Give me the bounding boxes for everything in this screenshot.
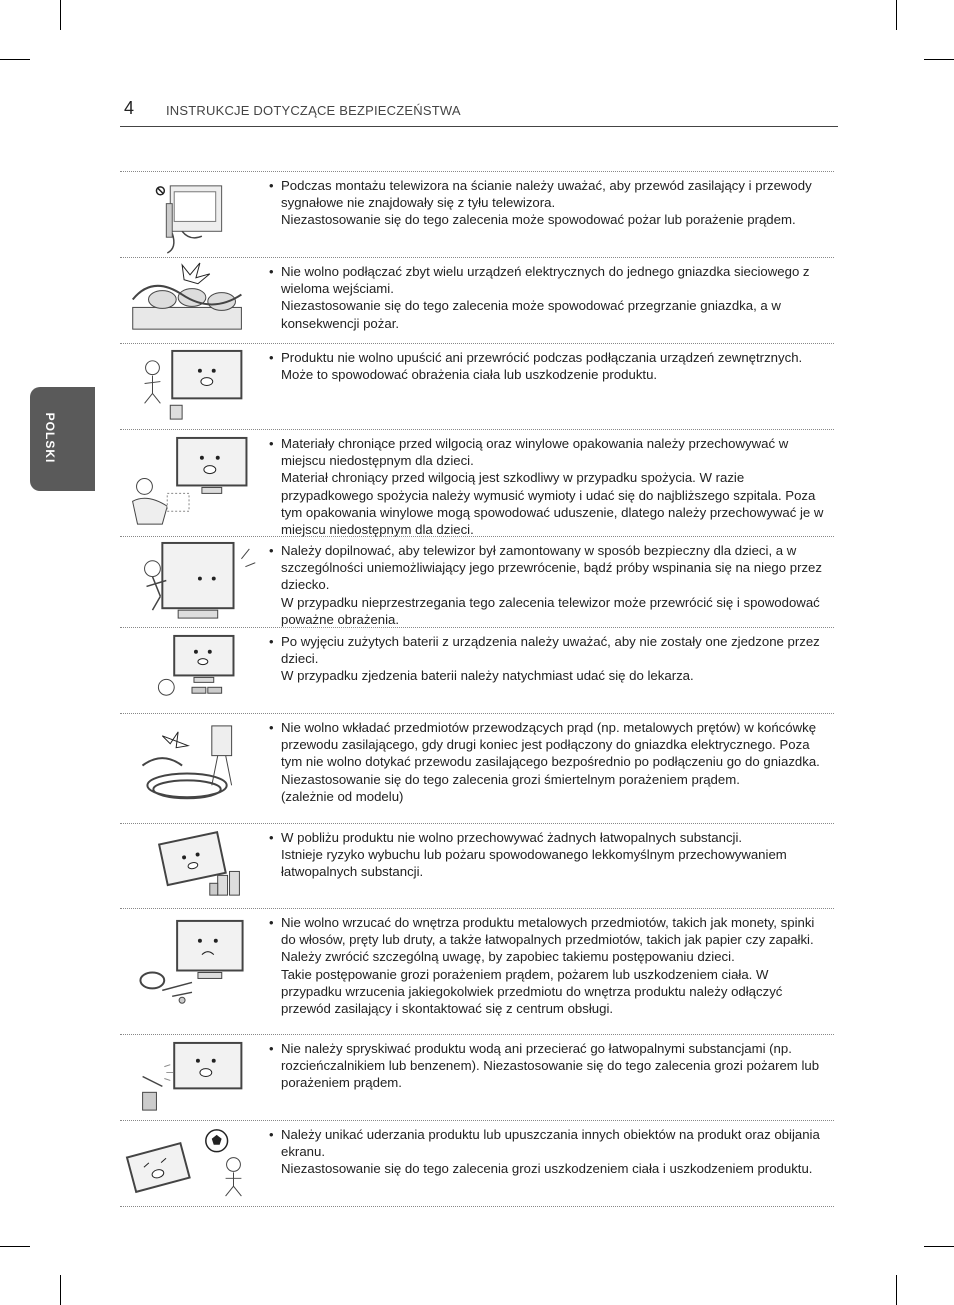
item-text: [281, 542, 826, 628]
safety-item: [120, 1121, 834, 1207]
bullet: •: [269, 436, 274, 451]
safety-item: [120, 628, 834, 714]
page-title: INSTRUKCJE DOTYCZĄCE BEZPIECZEŃSTWA: [166, 103, 461, 118]
crop-mark: [0, 1246, 30, 1247]
bullet: •: [269, 634, 274, 649]
item-line: Nie należy spryskiwać produktu wodą ani przecierać go łatwopalnymi substancjami (np. rozcieńczalnikiem lub benzenem). Niezastosowanie się do tego zalecenia grozi pożarem lub porażeniem prądem.: [281, 1041, 820, 1091]
page-number: 4: [124, 98, 135, 118]
item-line: Nie wolno wkładać przedmiotów przewodzących prąd (np. metalowych prętów) w końcówkę przewodu zasilającego, gdy drugi koniec jest podłączony do gniazdka elektrycznego. Poza tym nie wolno dotykać przewodu zasilającego bezpośrednio po podłączeniu go do gniazdka.: [281, 720, 820, 770]
bullet: •: [269, 1127, 274, 1142]
bullet: •: [269, 830, 274, 845]
item-line: W przypadku zjedzenia baterii należy natychmiast udać się do lekarza.: [281, 668, 694, 684]
crop-mark: [0, 59, 30, 60]
crop-mark: [60, 1275, 61, 1305]
item-text: [281, 1040, 826, 1092]
crop-mark: [896, 0, 897, 30]
item-line: Niezastosowanie się do tego zalecenia może spowodować pożar lub porażenie prądem.: [281, 212, 796, 228]
safety-item: [120, 430, 834, 537]
bullet: •: [269, 178, 274, 193]
tv-tipping-child-icon: [122, 346, 262, 427]
safety-item: [120, 909, 834, 1035]
item-text: [281, 829, 826, 881]
flammable-substances-icon: [122, 826, 262, 906]
item-text: [281, 349, 826, 383]
power-cord-shock-icon: [122, 716, 262, 821]
bullet: •: [269, 915, 274, 930]
bullet: •: [269, 350, 274, 365]
safety-item: [120, 344, 834, 430]
item-line: Materiały chroniące przed wilgocią oraz winylowe opakowania należy przechowywać w miejscu niedostępnym dla dzieci.: [281, 436, 789, 469]
metal-objects-tv-icon: [122, 911, 262, 1032]
header-divider: [120, 126, 838, 127]
item-line: Niezastosowanie się do tego zalecenia grozi śmiertelnym porażeniem prądem.: [281, 771, 740, 787]
bullet: •: [269, 264, 274, 279]
safety-list: [120, 171, 834, 1207]
plastic-bag-child-icon: [122, 432, 262, 534]
spray-water-tv-icon: [122, 1037, 262, 1118]
item-line: Takie postępowanie grozi porażeniem prądem, pożarem lub uszkodzeniem ciała. W przypadku wrzucenia jakiegokolwiek przedmiotu do wnętrza produktu należy odłączyć przewód zasilający i skontaktować się z centrum obsługi.: [281, 966, 783, 1017]
language-tab-label: POLSKI: [43, 412, 57, 464]
safety-item: [120, 172, 834, 258]
item-line: Po wyjęciu zużytych baterii z urządzenia należy uważać, aby nie zostały one zjedzone przez dzieci.: [281, 634, 820, 667]
item-line: Nie wolno wrzucać do wnętrza produktu metalowych przedmiotów, takich jak monety, spinki do włosów, pręty lub druty, a także łatwopalnych przedmiotów, takich jak papier czy zapałki. Należy zwrócić szczególną uwagę, by zapobiec takiemu postępowaniu dzieci.: [281, 915, 815, 965]
item-text: [281, 263, 826, 332]
child-climbing-tv-icon: [122, 539, 262, 625]
item-text: [281, 177, 826, 229]
item-line: W pobliżu produktu nie wolno przechowywać żadnych łatwopalnych substancji.: [281, 830, 743, 845]
item-text: [281, 633, 826, 685]
item-text: [281, 435, 826, 538]
item-line: W przypadku nieprzestrzegania tego zalecenia telewizor może przewrócić się i spowodować poważne obrażenia.: [281, 594, 820, 627]
crop-mark: [896, 1275, 897, 1305]
wall-mount-cable-icon: [122, 174, 262, 255]
bullet: •: [269, 543, 274, 558]
safety-item: [120, 824, 834, 909]
safety-item: [120, 537, 834, 628]
item-line: Materiał chroniący przed wilgocią jest szkodliwy w przypadku spożycia. W razie przypadkowego spożycia należy wymusić wymioty i udać się do najbliższego szpitala. Poza tym opakowania winylowe mogą spowodować uduszenie, dlatego należy przechowywać je w miejscu niedostępnym dla dzieci.: [281, 470, 824, 538]
bullet: •: [269, 720, 274, 735]
item-line: Należy dopilnować, aby telewizor był zamontowany w sposób bezpieczny dla dzieci, a w szczególności uniemożliwiający jego przewrócenie, bądź próby wspinania się na niego przez dziecko.: [281, 543, 822, 593]
item-line: Niezastosowanie się do tego zalecenia grozi uszkodzeniem ciała i uszkodzeniem produktu.: [281, 1161, 813, 1177]
item-line: Istnieje ryzyko wybuchu lub pożaru spowodowanego lekkomyślnym przechowywaniem łatwopalnych substancji.: [281, 847, 787, 880]
item-text: [281, 719, 826, 805]
item-text: [281, 1126, 826, 1178]
item-line: Nie wolno podłączać zbyt wielu urządzeń elektrycznych do jednego gniazdka sieciowego z wieloma wejściami.: [281, 264, 810, 297]
safety-item: [120, 1035, 834, 1121]
item-line: Należy unikać uderzania produktu lub upuszczania innych obiektów na produkt oraz obijania ekranu.: [281, 1127, 820, 1160]
item-line: Podczas montażu telewizora na ścianie należy uważać, aby przewód zasilający i przewody sygnałowe nie znajdowały się z tyłu telewizora.: [281, 178, 812, 211]
battery-child-icon: [122, 630, 262, 711]
item-line: Produktu nie wolno upuścić ani przewrócić podczas podłączania urządzeń zewnętrznych.: [281, 350, 803, 365]
ball-hitting-tv-icon: [122, 1123, 262, 1204]
overloaded-socket-icon: [122, 260, 262, 341]
bullet: •: [269, 1041, 274, 1056]
crop-mark: [924, 1246, 954, 1247]
item-line: Może to spowodować obrażenia ciała lub uszkodzenie produktu.: [281, 367, 658, 383]
item-line: Niezastosowanie się do tego zalecenia może spowodować przegrzanie gniazdka, a w konsekwencji pożar.: [281, 298, 781, 331]
language-tab: [30, 387, 95, 491]
crop-mark: [924, 59, 954, 60]
item-text: [281, 914, 826, 1017]
safety-item: [120, 258, 834, 344]
crop-mark: [60, 0, 61, 30]
item-line: (zależnie od modelu): [281, 788, 404, 804]
safety-item: [120, 714, 834, 824]
